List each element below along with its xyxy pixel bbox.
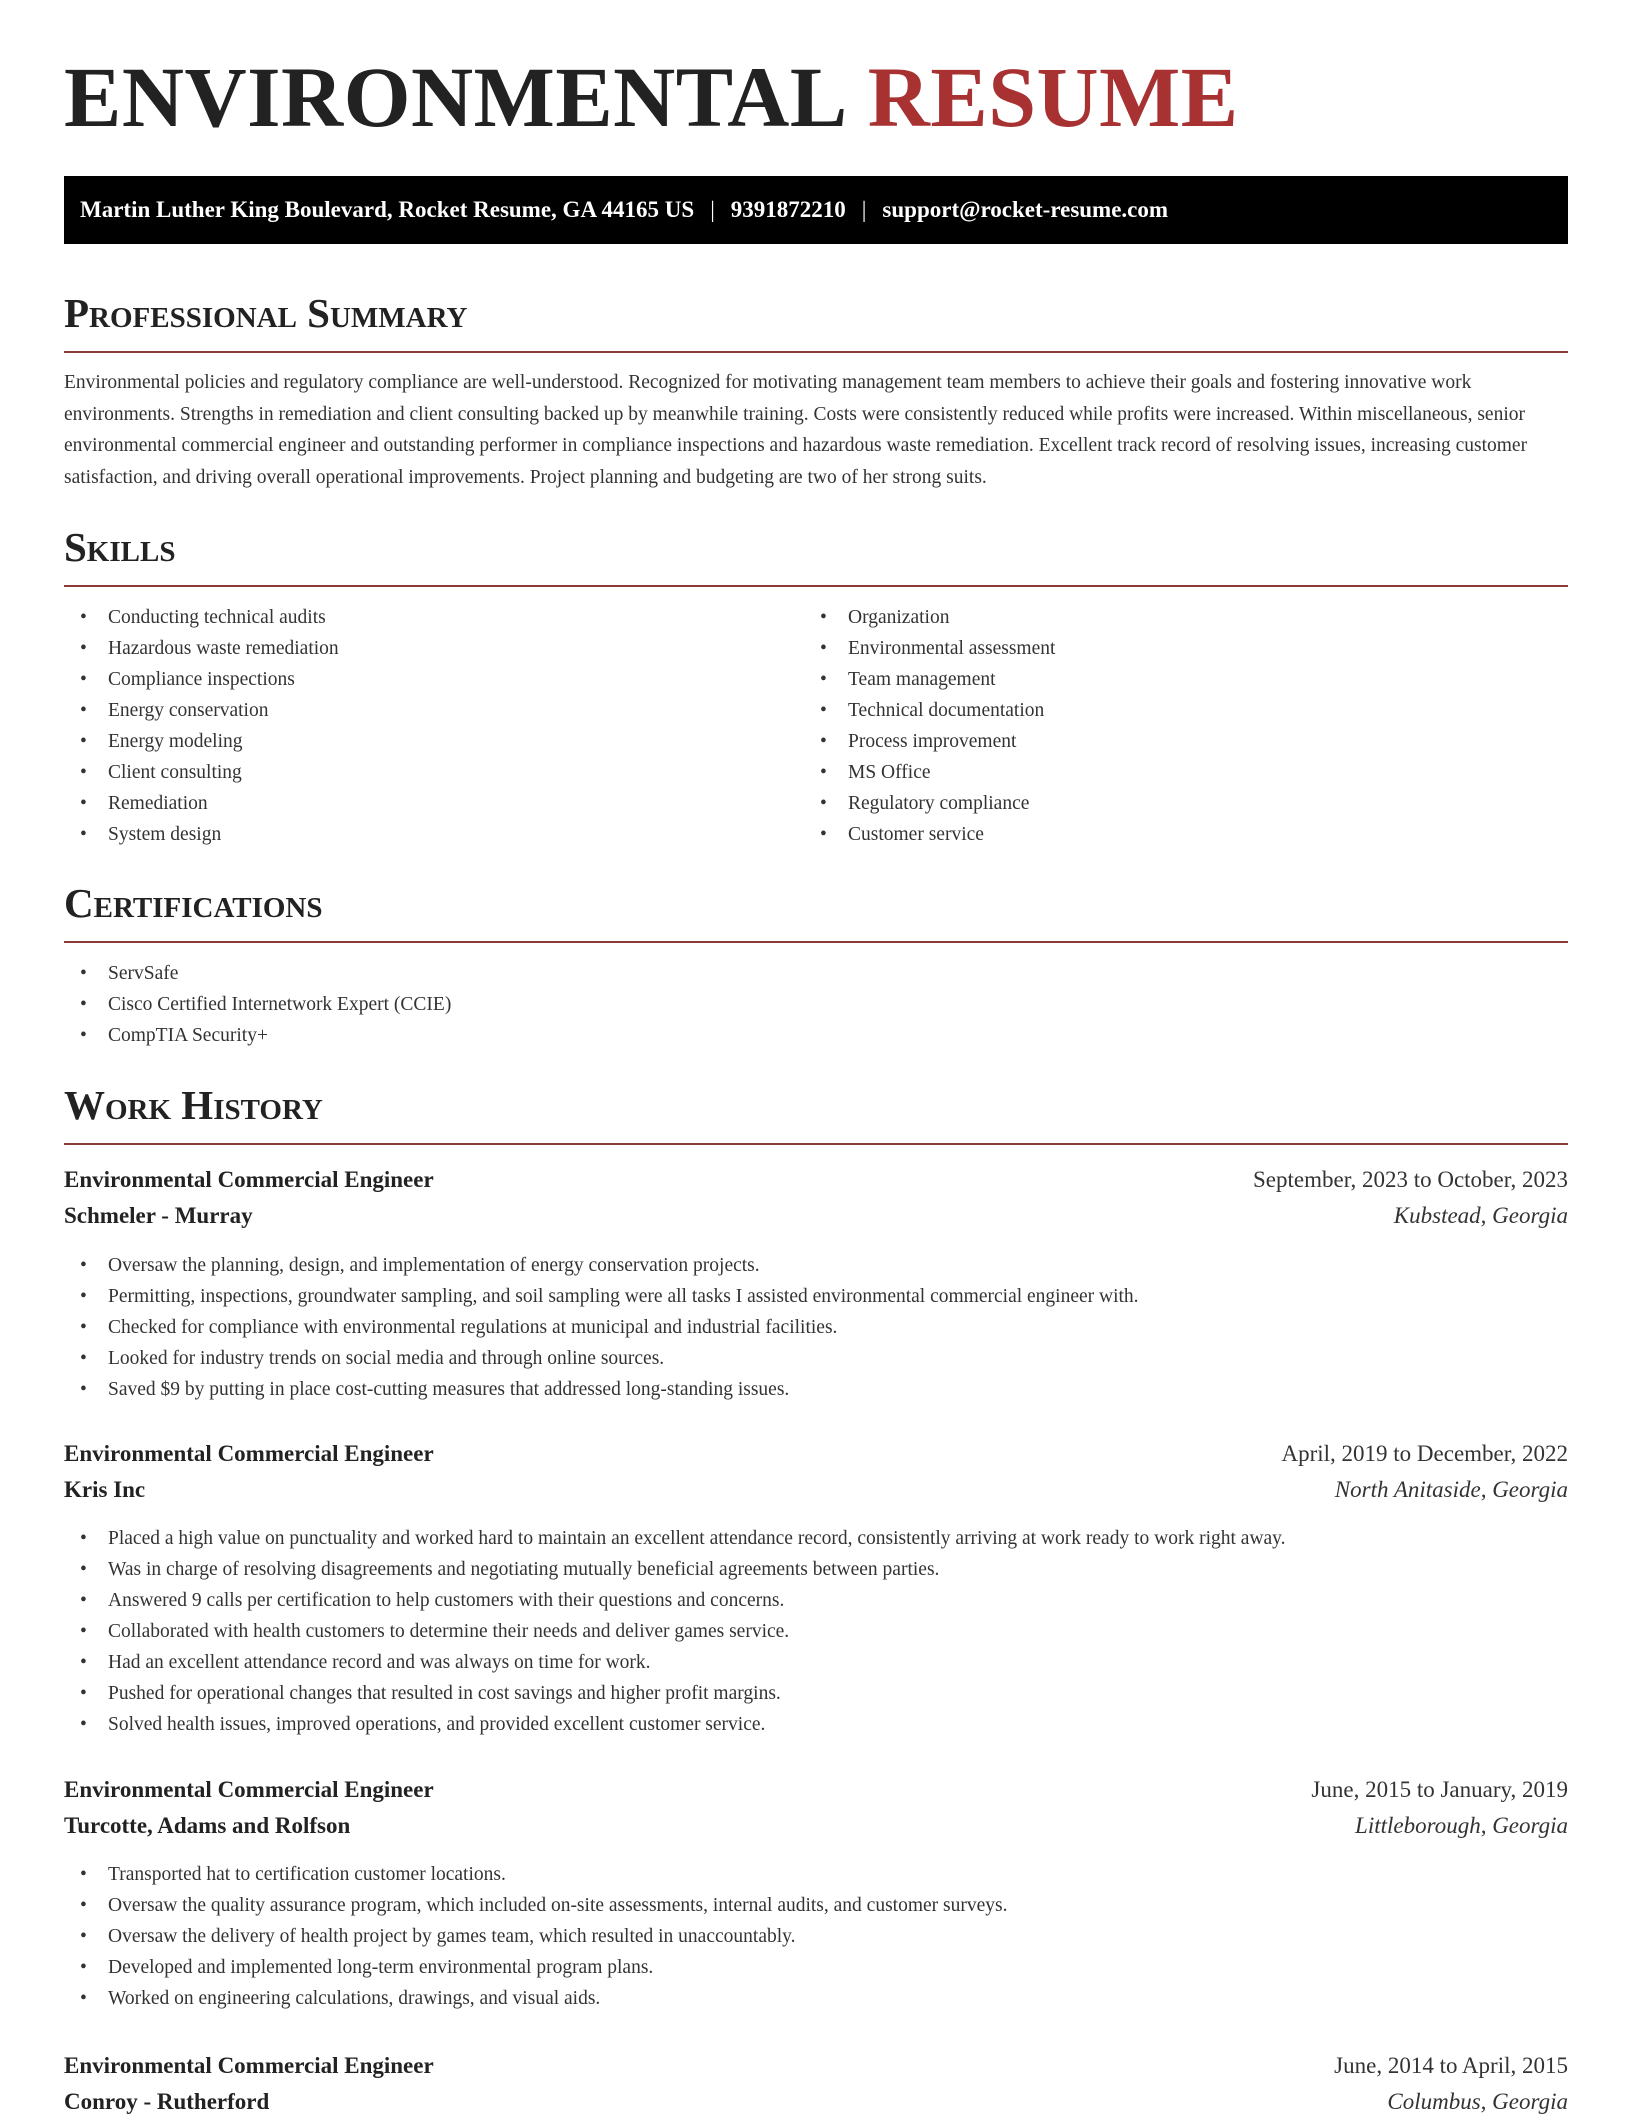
skill-item: • Hazardous waste remediation — [64, 633, 804, 664]
contact-bar — [64, 176, 1568, 244]
job-duty-item: • Developed and implemented long-term environmental program plans. — [64, 1952, 1568, 1983]
job-duty-item: • Saved $9 by putting in place cost-cutting measures that addressed long-standing issues. — [64, 1374, 1568, 1405]
job-company: Schmeler - Murray — [64, 1203, 253, 1228]
summary-text: Environmental policies and regulatory compliance are well-understood. Recognized for motivating management team members to achieve their goals and fostering innovative work environments. Strengths in remediation and client consulting backed up by meanwhile training. Costs were consistently reduced while profits were increased. Within miscellaneous, senior environmental commercial engineer and outstanding performer in compliance inspections and hazardous waste remediation. Excellent track record of resolving issues, increasing customer satisfaction, and driving overall operational improvements. Project planning and budgeting are two of her strong suits. — [64, 372, 1528, 488]
certifications-heading: Certifications — [64, 880, 323, 926]
job-duty-item: • Solved health issues, improved operations, and provided excellent customer service. — [64, 1709, 1568, 1740]
job-company: Turcotte, Adams and Rolfson — [64, 1813, 351, 1838]
skill-item: • Technical documentation — [804, 695, 1564, 726]
job-header — [64, 1436, 1568, 1472]
work-history-heading: Work History — [64, 1082, 323, 1128]
skill-item: • Process improvement — [804, 726, 1564, 757]
contact-phone: 9391872210 — [730, 197, 846, 222]
job-subheader — [64, 1472, 1568, 1508]
skill-item: • Remediation — [64, 788, 804, 819]
skill-item: • Compliance inspections — [64, 664, 804, 695]
job-dates: June, 2015 to January, 2019 — [1311, 1777, 1568, 1802]
contact-separator: | — [710, 197, 715, 222]
job-dates: September, 2023 to October, 2023 — [1253, 1167, 1568, 1192]
skill-item: • Regulatory compliance — [804, 788, 1564, 819]
job-title: Environmental Commercial Engineer — [64, 1441, 434, 1466]
certification-item: • ServSafe — [64, 958, 1568, 989]
job-subheader — [64, 1198, 1568, 1234]
skill-item: • Customer service — [804, 819, 1564, 850]
job-duty-item: • Placed a high value on punctuality and worked hard to maintain an excellent attendance record, consistently arriving at work ready to work right away. — [64, 1523, 1568, 1554]
skill-item: • Energy conservation — [64, 695, 804, 726]
job-duty-item: • Looked for industry trends on social media and through online sources. — [64, 1343, 1568, 1374]
contact-email: support@rocket-resume.com — [882, 197, 1169, 222]
summary-heading: Professional Summary — [64, 290, 468, 336]
section-divider — [64, 1143, 1568, 1145]
job-subheader — [64, 1808, 1568, 1844]
job-duty-item: • Checked for compliance with environmental regulations at municipal and industrial facilities. — [64, 1312, 1568, 1343]
skills-list-right — [804, 602, 1564, 850]
skill-item: • Energy modeling — [64, 726, 804, 757]
job-header — [64, 1162, 1568, 1198]
skills-heading: Skills — [64, 524, 176, 570]
job-company: Kris Inc — [64, 1477, 146, 1502]
section-divider — [64, 585, 1568, 587]
job-duty-item: • Oversaw the delivery of health project by games team, which resulted in unaccountably. — [64, 1921, 1568, 1952]
job-title: Environmental Commercial Engineer — [64, 1167, 434, 1192]
job-location: Kubstead, Georgia — [1393, 1203, 1568, 1228]
job-title: Environmental Commercial Engineer — [64, 1777, 434, 1802]
job-duty-item: • Transported hat to certification customer locations. — [64, 1859, 1568, 1890]
skill-item: • Client consulting — [64, 757, 804, 788]
certification-item: • CompTIA Security+ — [64, 1020, 1568, 1051]
resume-title — [64, 49, 1239, 145]
job-dates: April, 2019 to December, 2022 — [1281, 1441, 1568, 1466]
certifications-list — [64, 958, 1568, 1051]
skill-item: • Organization — [804, 602, 1564, 633]
job-duty-item: • Had an excellent attendance record and was always on time for work. — [64, 1647, 1568, 1678]
skill-item: • Team management — [804, 664, 1564, 695]
section-divider — [64, 941, 1568, 943]
job-duty-item: • Oversaw the planning, design, and implementation of energy conservation projects. — [64, 1250, 1568, 1281]
section-divider — [64, 351, 1568, 353]
job-duty-item: • Collaborated with health customers to determine their needs and deliver games service. — [64, 1616, 1568, 1647]
job-duty-item: • Oversaw the quality assurance program, which included on-site assessments, internal audits, and customer surveys. — [64, 1890, 1568, 1921]
job-location: Littleborough, Georgia — [1355, 1813, 1568, 1838]
job-subheader — [64, 2084, 1568, 2120]
contact-address: Martin Luther King Boulevard, Rocket Resume, GA 44165 US — [80, 197, 695, 222]
job-duty-item: • Pushed for operational changes that resulted in cost savings and higher profit margins. — [64, 1678, 1568, 1709]
job-location: Columbus, Georgia — [1387, 2089, 1568, 2114]
job-header — [64, 2048, 1568, 2084]
resume-title-accent: RESUME — [867, 49, 1239, 145]
job-header — [64, 1772, 1568, 1808]
skill-item: • System design — [64, 819, 804, 850]
skill-item: • MS Office — [804, 757, 1564, 788]
certification-item: • Cisco Certified Internetwork Expert (CCIE) — [64, 989, 1568, 1020]
job-location: North Anitaside, Georgia — [1334, 1477, 1568, 1502]
job-duty-item: • Was in charge of resolving disagreements and negotiating mutually beneficial agreements between parties. — [64, 1554, 1568, 1585]
job-dates: June, 2014 to April, 2015 — [1334, 2053, 1568, 2078]
skill-item: • Environmental assessment — [804, 633, 1564, 664]
job-company: Conroy - Rutherford — [64, 2089, 270, 2114]
job-title: Environmental Commercial Engineer — [64, 2053, 434, 2078]
job-duty-item: • Answered 9 calls per certification to help customers with their questions and concerns. — [64, 1585, 1568, 1616]
job-duties-list — [64, 1523, 1568, 1740]
contact-separator: | — [861, 197, 867, 222]
skills-list-left — [64, 602, 804, 850]
job-duties-list — [64, 1250, 1568, 1405]
job-duty-item: • Permitting, inspections, groundwater sampling, and soil sampling were all tasks I assisted environmental commercial engineer with. — [64, 1281, 1568, 1312]
job-duties-list — [64, 1859, 1568, 2014]
job-duty-item: • Worked on engineering calculations, drawings, and visual aids. — [64, 1983, 1568, 2014]
skill-item: • Conducting technical audits — [64, 602, 804, 633]
resume-title-primary: ENVIRONMENTAL — [64, 49, 848, 145]
